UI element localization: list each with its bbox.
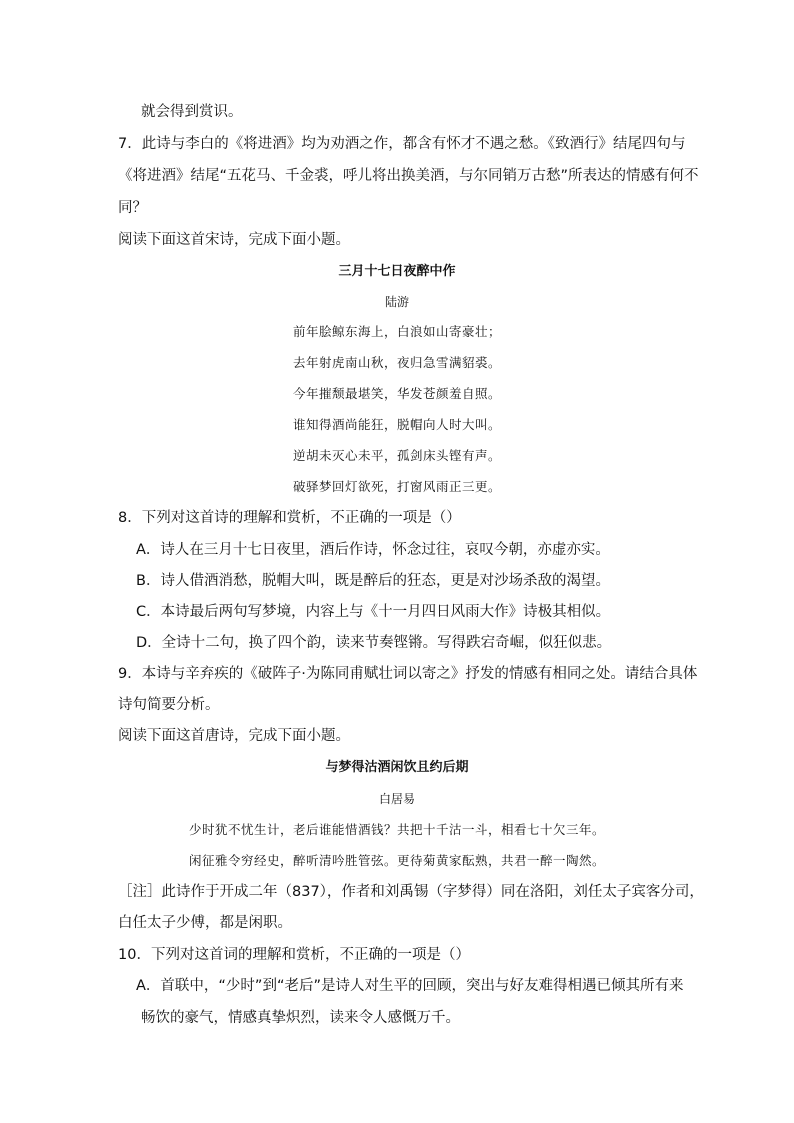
question-7-end: 同？	[118, 200, 147, 216]
reading-instruction-1: 阅读下面这首宋诗，完成下面小题。	[118, 232, 350, 248]
poem1-verse: 前年脍鲸东海上，白浪如山寄豪壮；	[292, 324, 501, 339]
poem2-verse: 闲征雅令穷经史，醉听清吟胜管弦。更待菊黄家酝熟，共君一醉一陶然。	[188, 853, 605, 868]
q10-option-a: A．首联中，“少时”到“老后”是诗人对生平的回顾，突出与好友难得相遇已倾其所有来	[136, 978, 684, 994]
q8-option-d: D．全诗十二句，换了四个韵，读来节奏铿锵。写得跌宕奇崛，似狂似悲。	[136, 635, 612, 651]
question-9: 9．本诗与辛弃疾的《破阵子·为陈同甫赋壮词以寄之》抒发的情感有相同之处。请结合具体	[118, 666, 698, 682]
poem2-verse: 少时犹不忧生计，老后谁能惜酒钱？共把十千沽一斗，相看七十欠三年。	[188, 822, 605, 837]
question-10: 10．下列对这首词的理解和赏析，不正确的一项是（）	[118, 947, 470, 963]
question-7-cont: 《将进酒》结尾“五花马、千金裘，呼儿将出换美酒，与尔同销万古愁”所表达的情感有何不	[118, 168, 699, 184]
question-8: 8．下列对这首诗的理解和赏析，不正确的一项是（）	[118, 510, 461, 526]
q8-option-a: A．诗人在三月十七日夜里，酒后作诗，怀念过往，哀叹今朝，亦虚亦实。	[136, 542, 610, 558]
q10-option-a-cont: 畅饮的豪气，情感真挚炽烈，读来令人感慨万千。	[141, 1010, 460, 1026]
poem2-author: 白居易	[378, 792, 415, 806]
line-continuation: 就会得到赏识。	[141, 104, 243, 120]
q8-option-c: C．本诗最后两句写梦境，内容上与《十一月四日风雨大作》诗极其相似。	[136, 604, 611, 620]
q8-option-b: B．诗人借酒消愁，脱帽大叫，既是醉后的狂态，更是对沙场杀敌的渴望。	[136, 573, 610, 589]
annotation-note: ［注］此诗作于开成二年（837），作者和刘禹锡（字梦得）同在洛阳，刘任太子宾客分司，	[118, 884, 704, 900]
annotation-note-cont: 白任太子少傅，都是闲职。	[118, 915, 292, 931]
question-9-cont: 诗句简要分析。	[118, 697, 220, 713]
poem1-verse: 谁知得酒尚能狂，脱帽向人时大叫。	[292, 417, 501, 432]
reading-instruction-2: 阅读下面这首唐诗，完成下面小题。	[118, 728, 350, 744]
poem1-verse: 逆胡未灭心未平，孤剑床头铿有声。	[292, 448, 501, 463]
question-7: 7．此诗与李白的《将进酒》均为劝酒之作，都含有怀才不遇之愁。《致酒行》结尾四句与	[118, 136, 686, 152]
poem1-verse: 今年摧颓最堪笑，华发苍颜羞自照。	[292, 386, 501, 401]
poem1-verse: 去年射虎南山秋，夜归急雪满貂裘。	[292, 355, 501, 370]
poem1-verse: 破驿梦回灯欲死，打窗风雨正三更。	[292, 479, 501, 494]
poem1-title: 三月十七日夜醉中作	[338, 264, 456, 279]
poem1-author: 陆游	[384, 295, 409, 309]
poem2-title: 与梦得沽酒闲饮且约后期	[325, 760, 469, 775]
